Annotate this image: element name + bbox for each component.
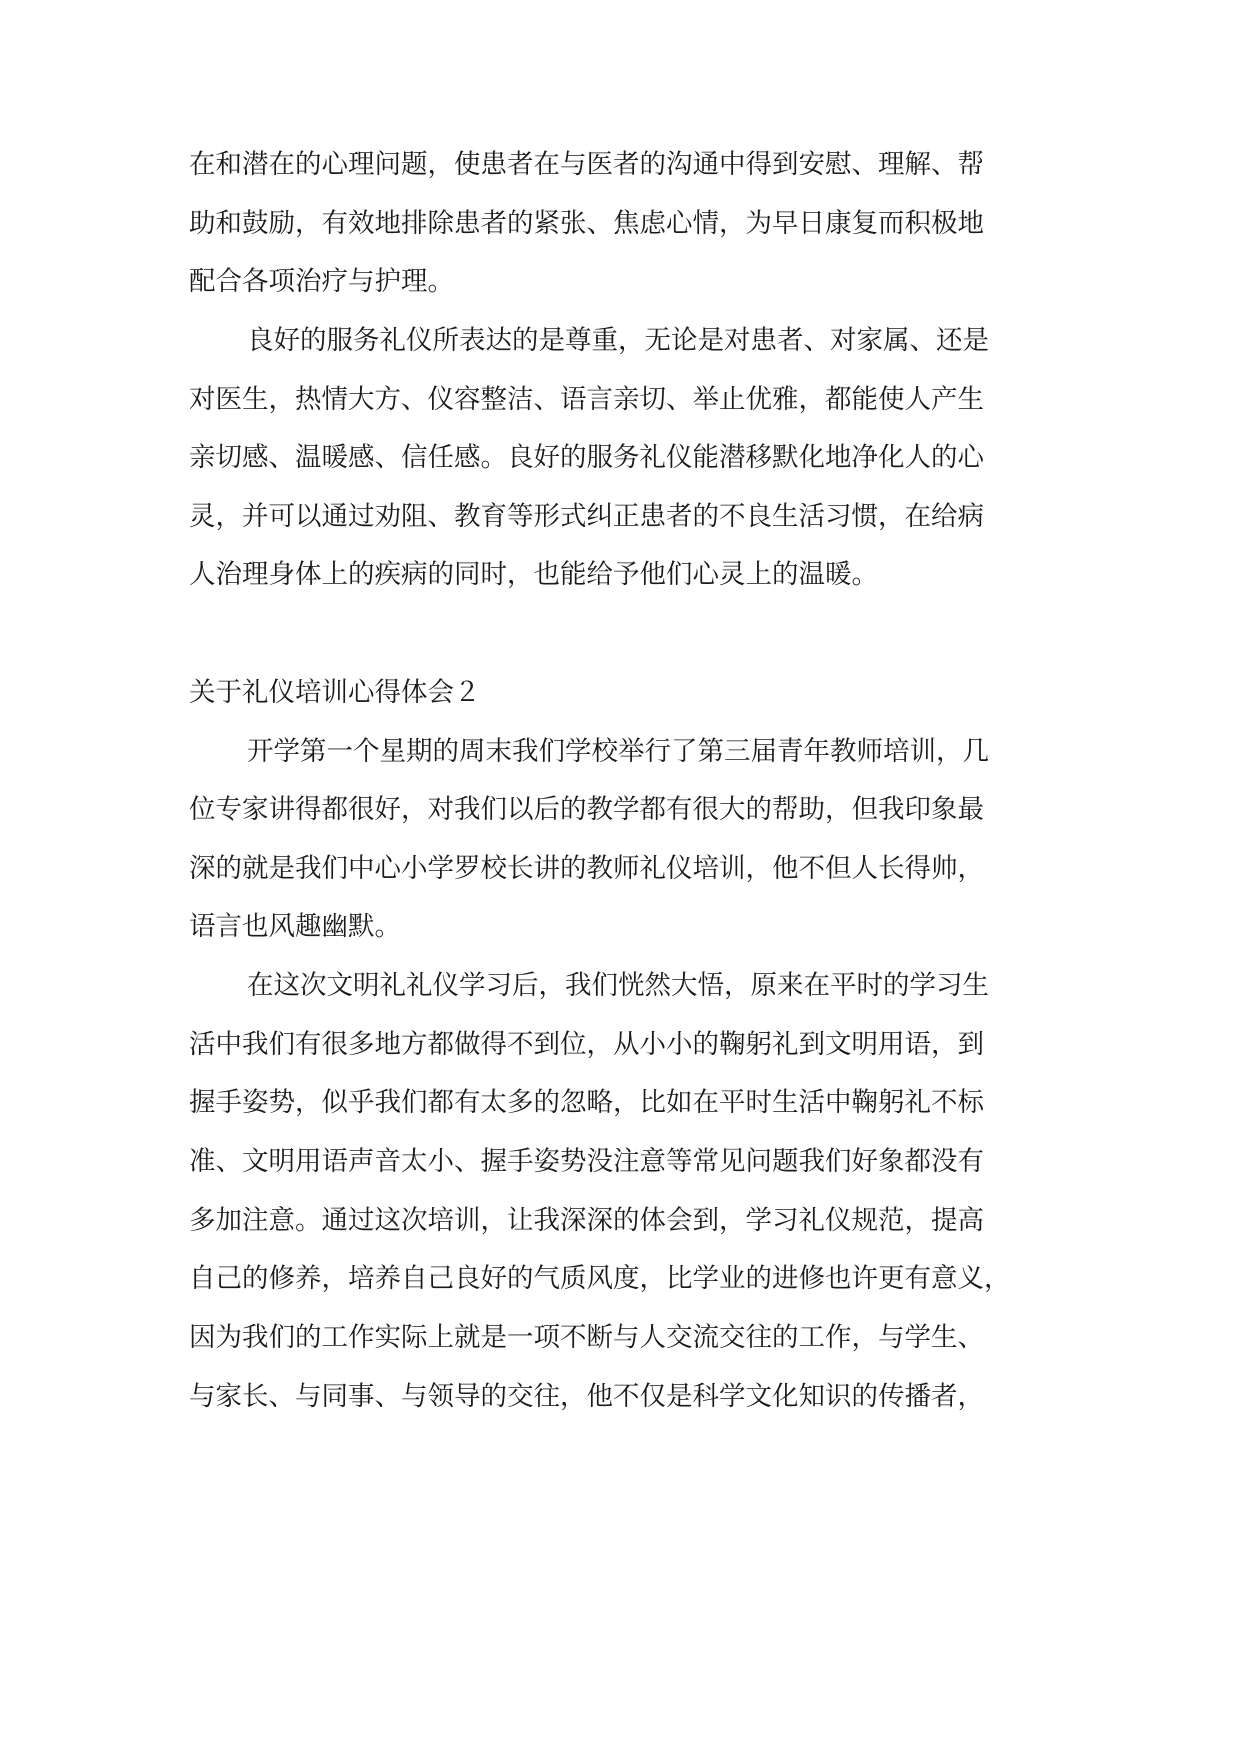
paragraph-line: 在这次文明礼礼仪学习后，我们恍然大悟，原来在平时的学习生 bbox=[247, 970, 989, 1001]
paragraph-line: 灵，并可以通过劝阻、教育等形式纠正患者的不良生活习惯，在给病 bbox=[189, 501, 984, 532]
paragraph-line: 配合各项治疗与护理。 bbox=[189, 266, 454, 297]
paragraph-line: 对医生，热情大方、仪容整洁、语言亲切、举止优雅，都能使人产生 bbox=[189, 384, 984, 415]
paragraph-line: 在和潜在的心理问题，使患者在与医者的沟通中得到安慰、理解、帮 bbox=[189, 149, 984, 180]
paragraph-line: 位专家讲得都很好，对我们以后的教学都有很大的帮助，但我印象最 bbox=[189, 794, 984, 825]
paragraph-line: 助和鼓励，有效地排除患者的紧张、焦虑心情，为早日康复而积极地 bbox=[189, 208, 984, 239]
paragraph-line: 因为我们的工作实际上就是一项不断与人交流交往的工作，与学生、 bbox=[189, 1322, 984, 1353]
paragraph-line: 准、文明用语声音太小、握手姿势没注意等常见问题我们好象都没有 bbox=[189, 1146, 984, 1177]
paragraph-line: 握手姿势，似乎我们都有太多的忽略，比如在平时生活中鞠躬礼不标 bbox=[189, 1087, 984, 1118]
paragraph-line: 深的就是我们中心小学罗校长讲的教师礼仪培训，他不但人长得帅， bbox=[189, 853, 984, 884]
paragraph-line: 多加注意。通过这次培训，让我深深的体会到，学习礼仪规范，提高 bbox=[189, 1205, 984, 1236]
paragraph-line: 人治理身体上的疾病的同时，也能给予他们心灵上的温暖。 bbox=[189, 559, 878, 590]
paragraph-line: 自己的修养，培养自己良好的气质风度，比学业的进修也许更有意义， bbox=[189, 1263, 1011, 1294]
paragraph-line: 良好的服务礼仪所表达的是尊重，无论是对患者、对家属、还是 bbox=[247, 325, 989, 356]
paragraph-line: 亲切感、温暖感、信任感。良好的服务礼仪能潜移默化地净化人的心 bbox=[189, 442, 984, 473]
paragraph-line: 与家长、与同事、与领导的交往，他不仅是科学文化知识的传播者， bbox=[189, 1381, 984, 1412]
paragraph-line: 活中我们有很多地方都做得不到位，从小小的鞠躬礼到文明用语，到 bbox=[189, 1029, 984, 1060]
paragraph-line: 语言也风趣幽默。 bbox=[189, 911, 401, 942]
paragraph-line: 开学第一个星期的周末我们学校举行了第三届青年教师培训，几 bbox=[247, 736, 989, 767]
section-heading: 关于礼仪培训心得体会２ bbox=[189, 677, 481, 708]
